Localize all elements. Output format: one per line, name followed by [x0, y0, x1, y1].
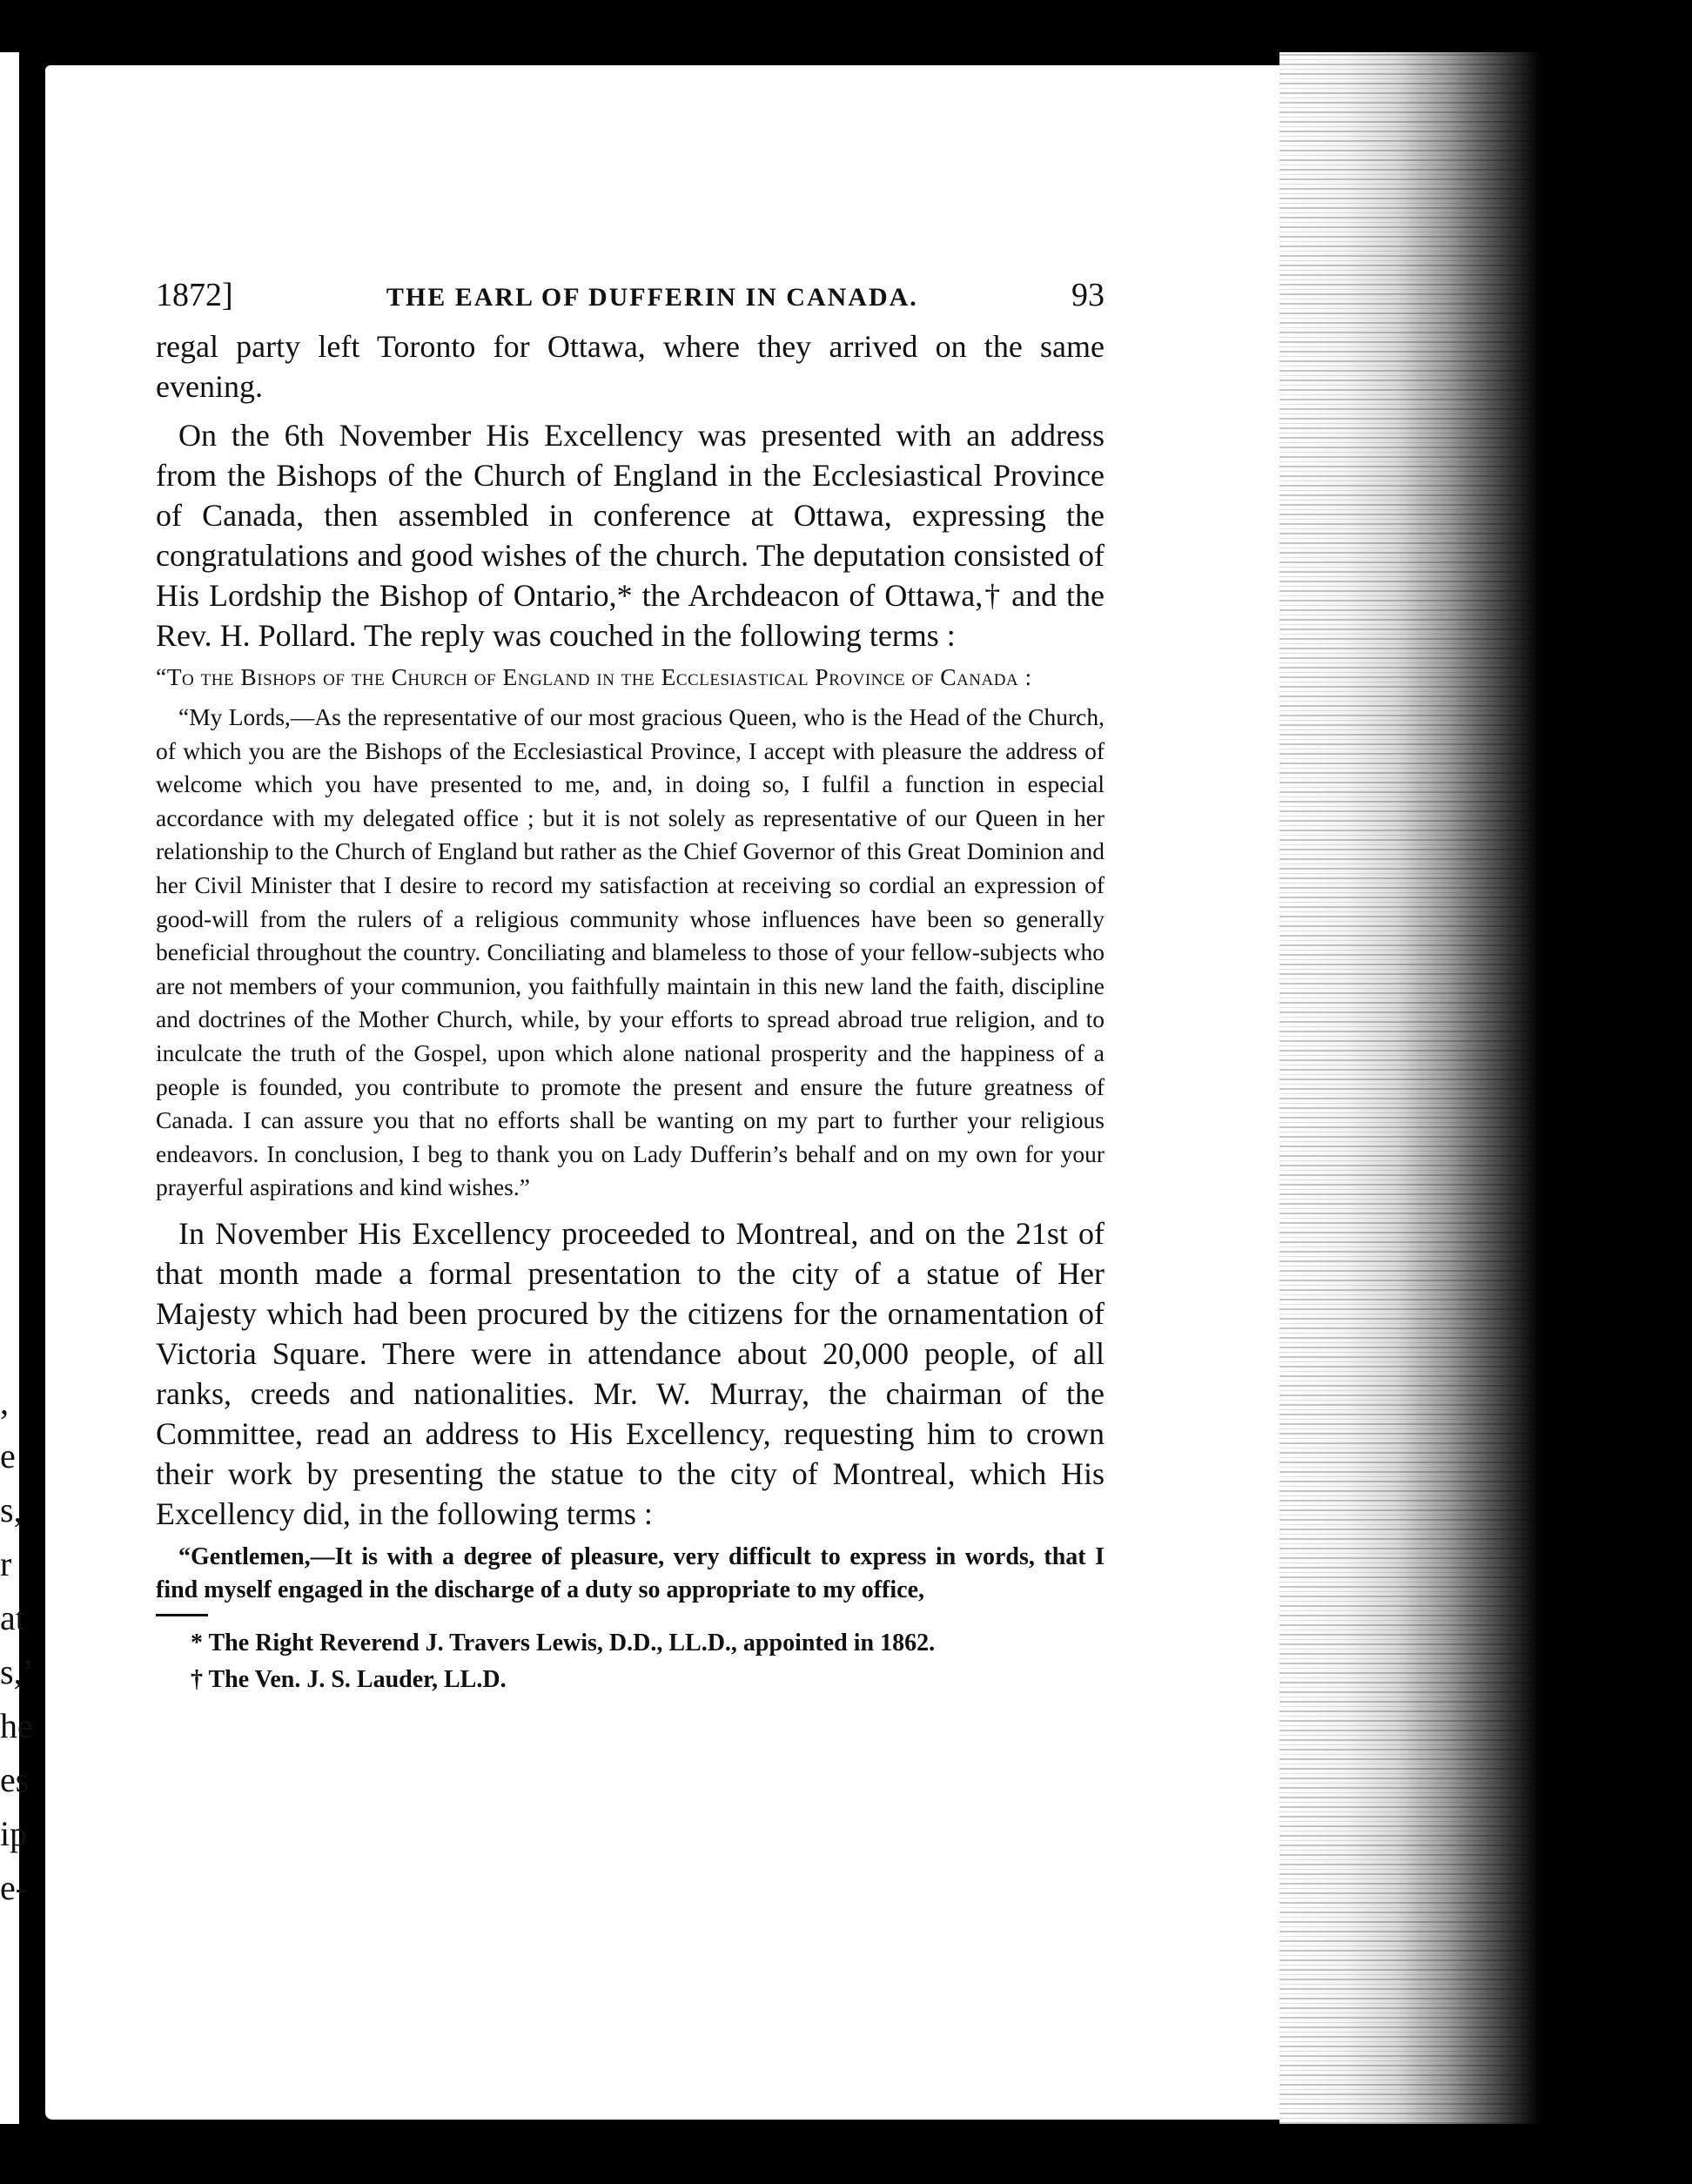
fragment: s,’	[0, 1652, 34, 1691]
fragment: r	[0, 1544, 12, 1583]
fragment: he	[0, 1706, 33, 1745]
paragraph-bishops-address: On the 6th November His Excellency was presented with an address from the Bishops of the Church of England in the Ecclesiastical Province of Canada, then assembled in conference at Ottawa, expressing the congratulations and good wishes of the church. The deputation consisted of His Lordship the Bishop of Ontario,* the Archdeacon of Ottawa,† and the Rev. H. Pollard. The reply was couched in the following terms :	[156, 418, 1104, 653]
running-header	[156, 276, 1104, 314]
fragment: ip	[0, 1814, 28, 1853]
running-title: THE EARL OF DUFFERIN IN CANADA.	[386, 283, 918, 312]
facing-page-fragments	[0, 1375, 34, 1915]
fragment: at	[0, 1598, 25, 1637]
fragment: ,	[0, 1382, 9, 1421]
footnote-archdeacon: † The Ven. J. S. Lauder, LL.D.	[191, 1665, 507, 1693]
reply-to-gentlemen: “Gentlemen,—It is with a degree of pleasure, very difficult to express in words, that I find myself engaged in the discharge of a duty so appropriate to my office,	[156, 1542, 1104, 1603]
paragraph-departure: regal party left Toronto for Ottawa, where they arrived on the same evening.	[156, 329, 1104, 404]
page-content	[156, 276, 1104, 1698]
footnote-rule	[156, 1614, 208, 1616]
fragment: e-	[0, 1868, 28, 1907]
header-year: 1872]	[156, 277, 233, 313]
page-edge-shadow	[1279, 52, 1541, 2124]
fragment: e	[0, 1436, 16, 1475]
address-salutation: “To the Bishops of the Church of England in the Ecclesiastical Province of Canada :	[156, 663, 1032, 690]
fragment: es	[0, 1760, 30, 1799]
reply-to-bishops: “My Lords,—As the representative of our most gracious Queen, who is the Head of the Church, of which you are the Bishops of the Ecclesiastical Province, I accept with pleasure the address of welcome which you have presented to me, and, in doing so, I fulfil a function in especial accordance with my delegated office ; but it is not solely as representative of our Queen in her relationship to the Church of England but rather as the Chief Governor of this Great Dominion and her Civil Minister that I desire to record my satisfaction at receiving so cordial an expression of good-will from the rulers of a religious community whose influences have been so generally beneficial throughout the country. Conciliating and blameless to those of your fellow-subjects who are not members of your communion, you faithfully maintain in this new land the faith, discipline and doctrines of the Mother Church, while, by your efforts to spread abroad true religion, and to inculcate the truth of the Gospel, upon which alone national prosperity and the happiness of a people is founded, you contribute to promote the present and ensure the future greatness of Canada. I can assure you that no efforts shall be wanting on my part to further your religious endeavors. In conclusion, I beg to thank you on Lady Dufferin’s behalf and on my own for your prayerful aspirations and kind wishes.”	[156, 703, 1104, 1201]
page-number: 93	[1071, 277, 1104, 313]
fragment: s,	[0, 1490, 23, 1529]
book-page	[45, 65, 1290, 2120]
footnote-bishop: * The Right Reverend J. Travers Lewis, D.D., LL.D., appointed in 1862.	[191, 1629, 936, 1656]
paragraph-montreal-statue: In November His Excellency proceeded to Montreal, and on the 21st of that month made a formal presentation to the city of a statue of Her Majesty which had been procured by the citizens for the ornamentation of Victoria Square. There were in attendance about 20,000 people, of all ranks, creeds and nationalities. Mr. W. Murray, the chairman of the Committee, read an address to His Excellency, requesting him to crown their work by presenting the statue to the city of Montreal, which His Excellency did, in the following terms :	[156, 1215, 1104, 1531]
